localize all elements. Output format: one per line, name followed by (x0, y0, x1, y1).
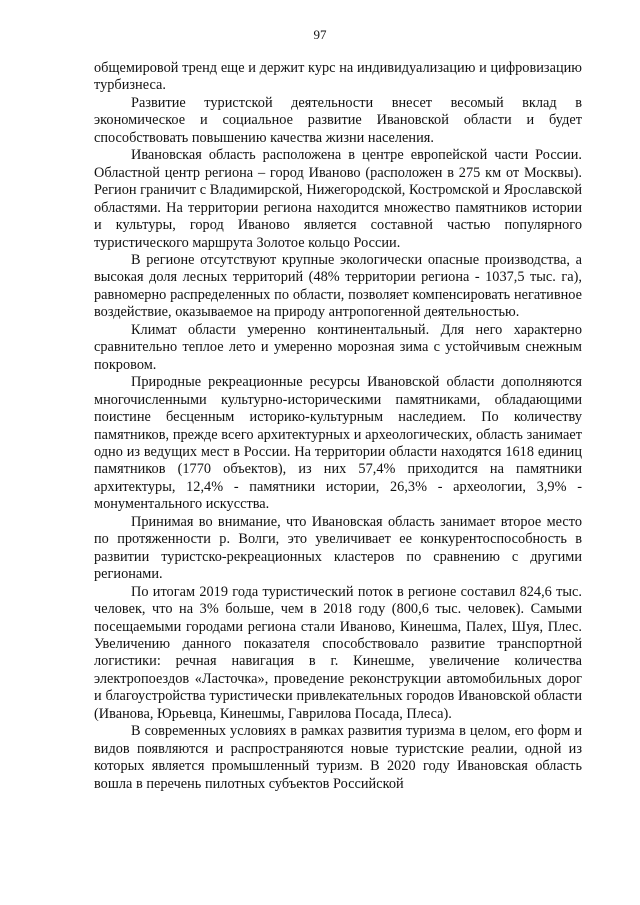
paragraph-4: В регионе отсутствуют крупные экологически опасные производства, а высокая доля лесных территорий (48% территории региона - 1037,5 тыс. га), равномерно распределенных по области, позволяет компенсировать негативное воздействие, оказываемое на природу антропогенной деятельностью. (94, 251, 582, 321)
page-number: 97 (313, 27, 327, 42)
paragraph-8: По итогам 2019 года туристический поток в регионе составил 824,6 тыс. человек, что на 3% больше, чем в 2018 году (800,6 тыс. человек). Самыми посещаемыми городами региона стали Иваново, Кинешма, Палех, Шуя, Плес. Увеличению данного показателя способствовало развитие транспортной логистики: речная навигация в г. Кинешме, увеличение количества электропоездов «Ласточка», проведение реконструкции автомобильных дорог и благоустройства туристически привлекательных городов Ивановской области (Иванова, Юрьевца, Кинешмы, Гаврилова Посада, Плеса). (94, 583, 582, 722)
paragraph-2: Развитие туристской деятельности внесет весомый вклад в экономическое и социальное развитие Ивановской области и будет способствовать повышению качества жизни населения. (94, 94, 582, 146)
paragraph-3: Ивановская область расположена в центре европейской части России. Областной центр региона – город Иваново (расположен в 275 км от Москвы). Регион граничит с Владимирской, Нижегородской, Костромской и Ярославской областями. На территории региона находится множество памятников истории и культуры, город Иваново является составной частью популярного туристического маршрута Золотое кольцо России. (94, 147, 582, 251)
paragraph-6: Природные рекреационные ресурсы Ивановской области дополняются многочисленными культурно-историческими памятниками, обладающими поистине бесценным историко-культурным наследием. По количеству памятников, прежде всего архитектурных и археологических, область занимает одно из ведущих мест в России. На территории области находятся 1618 единиц памятников (1770 объектов), из них 57,4% приходится на памятники архитектуры, 12,4% - памятники истории, 26,3% - археологии, 3,9% - монументального искусства. (94, 374, 582, 513)
paragraph-1: общемировой тренд еще и держит курс на индивидуализацию и цифровизацию турбизнеса. (94, 60, 582, 94)
paragraph-9: В современных условиях в рамках развития туризма в целом, его форм и видов появляются и распространяются новые туристские реалии, одной из которых является промышленный туризм. В 2020 году Ивановская область вошла в перечень пилотных субъектов Российской (94, 723, 582, 792)
paragraph-7: Принимая во внимание, что Ивановская область занимает второе место по протяженности р. Волги, это увеличивает ее конкурентоспособность в развитии туристско-рекреационных кластеров по сравнению с другими регионами. (94, 513, 582, 583)
page-body (94, 60, 582, 793)
paragraph-5: Климат области умеренно континентальный. Для него характерно сравнительно теплое лето и умеренно морозная зима с устойчивым снежным покровом. (94, 321, 582, 373)
